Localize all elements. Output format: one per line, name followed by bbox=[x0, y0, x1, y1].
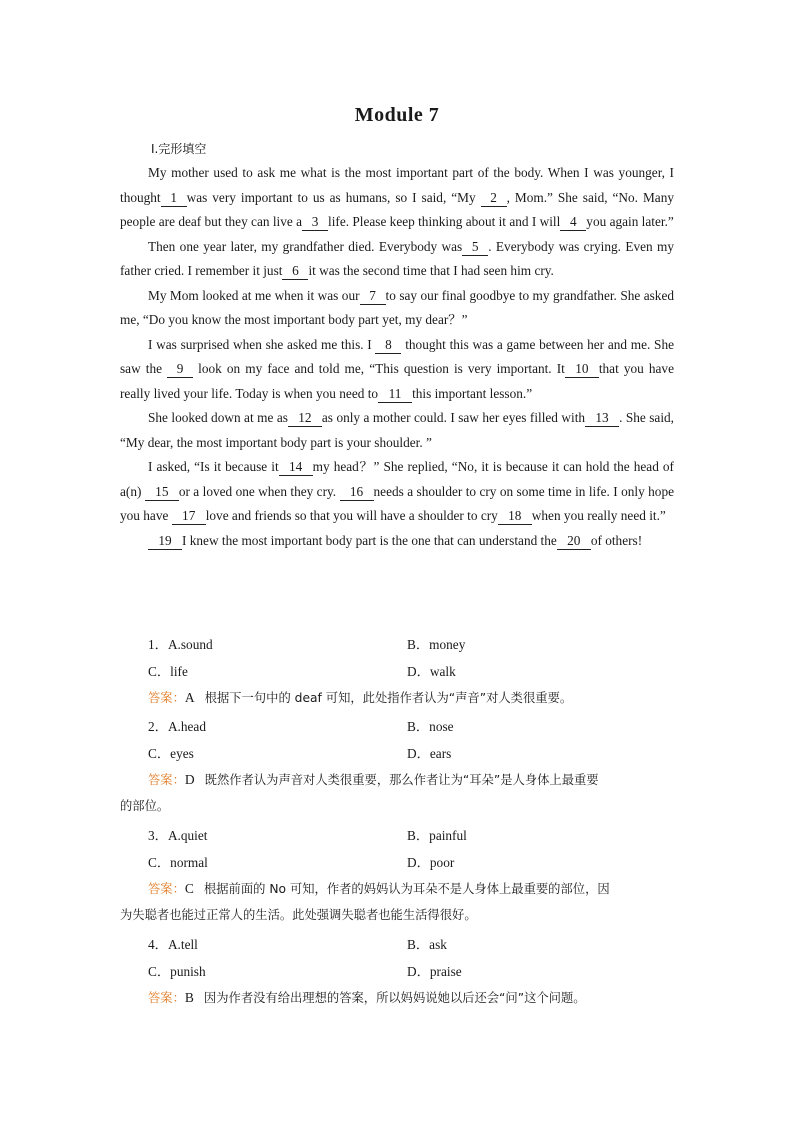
cloze-blank: 16 bbox=[340, 483, 374, 501]
q2-option-d: D．ears bbox=[407, 746, 452, 761]
q1-option-c: C．life bbox=[148, 664, 188, 679]
passage-paragraph bbox=[120, 333, 674, 407]
answer-label: 答案： bbox=[148, 991, 185, 1005]
answer-explanation: 既然作者认为声音对人类很重要，那么作者让为“耳朵”是人身体上最重要 bbox=[204, 773, 599, 787]
passage-text: . She said, “My dear, the most important body part is your shoulder. ” bbox=[120, 410, 674, 450]
passage-text: My mother used to ask me what is the most important part of the body. When I was younger, I thought bbox=[120, 165, 674, 205]
passage-text: thought this was a game between her and me. She saw the bbox=[120, 336, 675, 376]
passage-paragraph bbox=[120, 161, 674, 235]
cloze-blank: 6 bbox=[282, 262, 308, 280]
cloze-blank: 11 bbox=[378, 385, 412, 403]
cloze-blank: 20 bbox=[557, 532, 591, 550]
cloze-blank: 5 bbox=[462, 238, 488, 256]
passage-paragraph bbox=[120, 455, 674, 529]
answer-2-continued: 的部位。 bbox=[120, 799, 170, 813]
answer-label: 答案： bbox=[148, 773, 185, 787]
q2-option-b: B．nose bbox=[407, 719, 454, 734]
cloze-blank: 10 bbox=[565, 360, 599, 378]
passage-text: or a loved one when they cry. bbox=[178, 483, 340, 499]
answer-2 bbox=[120, 767, 676, 793]
passage-text: . Everybody was crying. Even my father cried. I remember it just bbox=[120, 238, 674, 278]
passage-text: my head？” She replied, “No, it is because it can hold the head of a(n) bbox=[120, 459, 674, 499]
passage-text: I was surprised when she asked me this. I bbox=[148, 336, 376, 352]
answer-label: 答案： bbox=[148, 691, 185, 705]
answer-label: 答案： bbox=[148, 882, 185, 896]
q4-option-d: D．praise bbox=[407, 964, 462, 979]
passage-text: as only a mother could. I saw her eyes filled with bbox=[321, 410, 586, 425]
cloze-blank: 18 bbox=[498, 507, 532, 525]
passage-text: I knew the most important body part is the one that can understand the bbox=[182, 532, 557, 548]
cloze-blank: 19 bbox=[148, 532, 182, 550]
answer-1 bbox=[120, 685, 676, 711]
passage-text: when you really need it.” bbox=[531, 508, 666, 523]
answer-explanation: 因为作者没有给出理想的答案，所以妈妈说她以后还会“问”这个问题。 bbox=[203, 991, 586, 1005]
answer-letter: D bbox=[184, 772, 195, 787]
passage-paragraph bbox=[120, 406, 674, 455]
passage-text: My Mom looked at me when it was our bbox=[148, 287, 360, 303]
cloze-blank: 8 bbox=[375, 336, 401, 354]
answer-3 bbox=[120, 876, 676, 902]
cloze-blank: 17 bbox=[172, 507, 206, 525]
q4-label-a: 4．A.tell bbox=[148, 937, 198, 952]
section-heading: Ⅰ.完形填空 bbox=[151, 142, 207, 156]
answer-letter: C bbox=[184, 881, 194, 896]
passage-text: needs a shoulder to cry on some time in life. I only hope you have bbox=[120, 483, 675, 523]
cloze-blank: 9 bbox=[167, 360, 193, 378]
passage-text: She looked down at me as bbox=[148, 410, 288, 425]
cloze-blank: 1 bbox=[161, 189, 187, 207]
q3-option-d: D．poor bbox=[407, 855, 455, 870]
passage-text: was very important to us as humans, so I said, “My bbox=[186, 189, 481, 205]
passage-text: love and friends so that you will have a shoulder to cry bbox=[205, 508, 498, 523]
passage-text: it was the second time that I had seen him cry. bbox=[308, 263, 554, 278]
passage-text: this important lesson.” bbox=[412, 385, 533, 401]
q3-option-b: B．painful bbox=[407, 828, 467, 843]
q1-option-b: B．money bbox=[407, 637, 466, 652]
answer-explanation: 根据下一句中的 deaf 可知，此处指作者认为“声音”对人类很重要。 bbox=[204, 691, 573, 705]
passage-text: look on my face and told me, “This question is very important. It bbox=[193, 361, 565, 376]
passage-text: I asked, “Is it because it bbox=[148, 459, 279, 474]
passage-text: to say our final goodbye to my grandfather. She asked me, “Do you know the most important body part yet, my dear？” bbox=[120, 287, 674, 327]
cloze-blank: 13 bbox=[585, 409, 619, 427]
q1-option-d: D．walk bbox=[407, 664, 456, 679]
q4-option-c: C．punish bbox=[148, 964, 206, 979]
cloze-blank: 12 bbox=[288, 409, 322, 427]
q1-label-a: 1．A.sound bbox=[148, 637, 213, 652]
q2-label-a: 2．A.head bbox=[148, 719, 206, 734]
passage-text: that you have really lived your life. Today is when you need to bbox=[120, 361, 674, 401]
cloze-blank: 3 bbox=[302, 213, 328, 231]
cloze-blank: 2 bbox=[481, 189, 507, 207]
cloze-blank: 15 bbox=[145, 483, 179, 501]
passage-text: , Mom.” She said, “No. Many people are deaf but they can live a bbox=[120, 189, 674, 229]
answer-3-continued: 为失聪者也能过正常人的生活。此处强调失聪者也能生活得很好。 bbox=[120, 908, 477, 922]
cloze-blank: 7 bbox=[360, 287, 386, 305]
passage-text: Then one year later, my grandfather died. Everybody was bbox=[148, 238, 463, 254]
answer-letter: B bbox=[184, 990, 194, 1005]
passage-text: you again later.” bbox=[586, 214, 674, 229]
passage-text: life. Please keep thinking about it and I will bbox=[328, 214, 561, 229]
q3-option-c: C．normal bbox=[148, 855, 208, 870]
passage-paragraph bbox=[120, 529, 674, 554]
cloze-blank: 14 bbox=[279, 458, 313, 476]
cloze-blank: 4 bbox=[560, 213, 586, 231]
q2-option-c: C．eyes bbox=[148, 746, 194, 761]
passage-text: of others! bbox=[590, 532, 643, 548]
q4-option-b: B．ask bbox=[407, 937, 447, 952]
answer-4 bbox=[120, 985, 676, 1011]
answer-explanation: 根据前面的 No 可知，作者的妈妈认为耳朵不是人身体上最重要的部位，因 bbox=[203, 882, 610, 896]
passage-paragraph bbox=[120, 235, 674, 284]
q3-label-a: 3．A.quiet bbox=[148, 828, 208, 843]
cloze-passage bbox=[120, 161, 674, 553]
passage-paragraph bbox=[120, 284, 674, 333]
answer-letter: A bbox=[184, 690, 195, 705]
page-title: Module 7 bbox=[354, 104, 440, 126]
